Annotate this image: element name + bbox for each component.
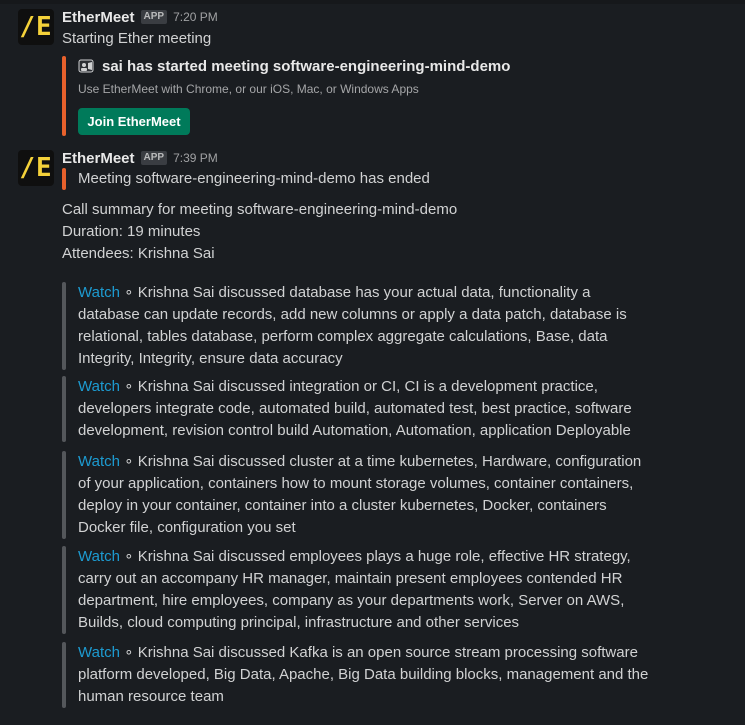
highlight-text [78, 546, 656, 634]
app-badge: APP [141, 10, 168, 24]
message-starting-meeting [0, 0, 745, 140]
app-badge: APP [141, 151, 168, 165]
watch-link[interactable]: Watch [78, 644, 120, 661]
highlight-body: Krishna Sai discussed database has your actual data, functionality a database can update records, add new columns or apply a data patch, database is relational, tables database, perform complex aggregate calculations, Base, data Integrity, Integrity, ensure data accuracy [78, 284, 627, 367]
highlight-body: Krishna Sai discussed cluster at a time kubernetes, Hardware, configuration of your application, containers how to mount storage volumes, container containers, deploy in your container, container into a cluster kubernetes, Docker, containers Docker file, configuration you set [78, 453, 642, 536]
highlight-text [78, 451, 656, 539]
avatar[interactable] [18, 150, 54, 186]
highlight-text [78, 376, 656, 442]
ethermeet-logo-icon: /E [19, 153, 53, 183]
highlight-quote [62, 282, 652, 370]
watch-link[interactable]: Watch [78, 284, 120, 301]
quote-bar [62, 451, 66, 539]
message-meeting-ended [0, 146, 745, 725]
separator: ∘ [124, 284, 134, 301]
attachment-subtitle: Use EtherMeet with Chrome, or our iOS, Mac, or Windows Apps [78, 82, 419, 96]
separator: ∘ [124, 378, 134, 395]
highlight-body: Krishna Sai discussed Kafka is an open source stream processing software platform developed, Big Data, Apache, Big Data building blocks, management and the human resource team [78, 644, 649, 705]
quote-bar [62, 282, 66, 370]
attachment-accent-bar [62, 56, 66, 136]
highlight-quote [62, 376, 652, 442]
timestamp[interactable]: 7:39 PM [173, 151, 218, 165]
timestamp[interactable]: 7:20 PM [173, 10, 218, 24]
message-header [62, 148, 218, 168]
highlight-text [78, 282, 656, 370]
separator: ∘ [124, 453, 134, 470]
quote-bar [62, 546, 66, 634]
separator: ∘ [124, 548, 134, 565]
quote-bar [62, 376, 66, 442]
quote-bar [62, 642, 66, 708]
separator: ∘ [124, 644, 134, 661]
highlight-body: Krishna Sai discussed integration or CI, CI is a development practice, developers integrate code, automated build, automated test, best practice, software development, revision control build Automation, Automation, application Deployable [78, 378, 632, 439]
avatar[interactable] [18, 9, 54, 45]
summary-title: Call summary for meeting software-engineering-mind-demo [62, 201, 458, 218]
ended-accent-bar [62, 168, 66, 190]
ethermeet-logo-icon: /E [19, 12, 53, 42]
watch-link[interactable]: Watch [78, 548, 120, 565]
watch-link[interactable]: Watch [78, 453, 120, 470]
highlight-text [78, 642, 656, 708]
highlight-body: Krishna Sai discussed employees plays a huge role, effective HR strategy, carry out an accompany HR manager, maintain present employees contended HR department, hire employees, company as your departments work, Server on AWS, Builds, cloud computing principal, infrastructure and other services [78, 548, 631, 631]
call-summary [62, 199, 662, 265]
summary-duration: Duration: 19 minutes [62, 223, 201, 240]
message-header [62, 7, 218, 27]
join-ethermeet-button[interactable]: Join EtherMeet [78, 108, 190, 135]
sender-name[interactable]: EtherMeet [62, 8, 135, 26]
watch-link[interactable]: Watch [78, 378, 120, 395]
message-text: Starting Ether meeting [62, 30, 212, 47]
highlight-quote [62, 642, 652, 708]
attachment-title-text: sai has started meeting software-engineering-mind-demo [102, 57, 511, 75]
highlight-quote [62, 451, 652, 539]
meeting-ended-text: Meeting software-engineering-mind-demo has ended [78, 170, 430, 187]
highlight-quote [62, 546, 652, 634]
summary-attendees: Attendees: Krishna Sai [62, 245, 215, 262]
sender-name[interactable]: EtherMeet [62, 149, 135, 167]
attachment-title [78, 56, 510, 76]
meeting-icon [78, 58, 94, 74]
